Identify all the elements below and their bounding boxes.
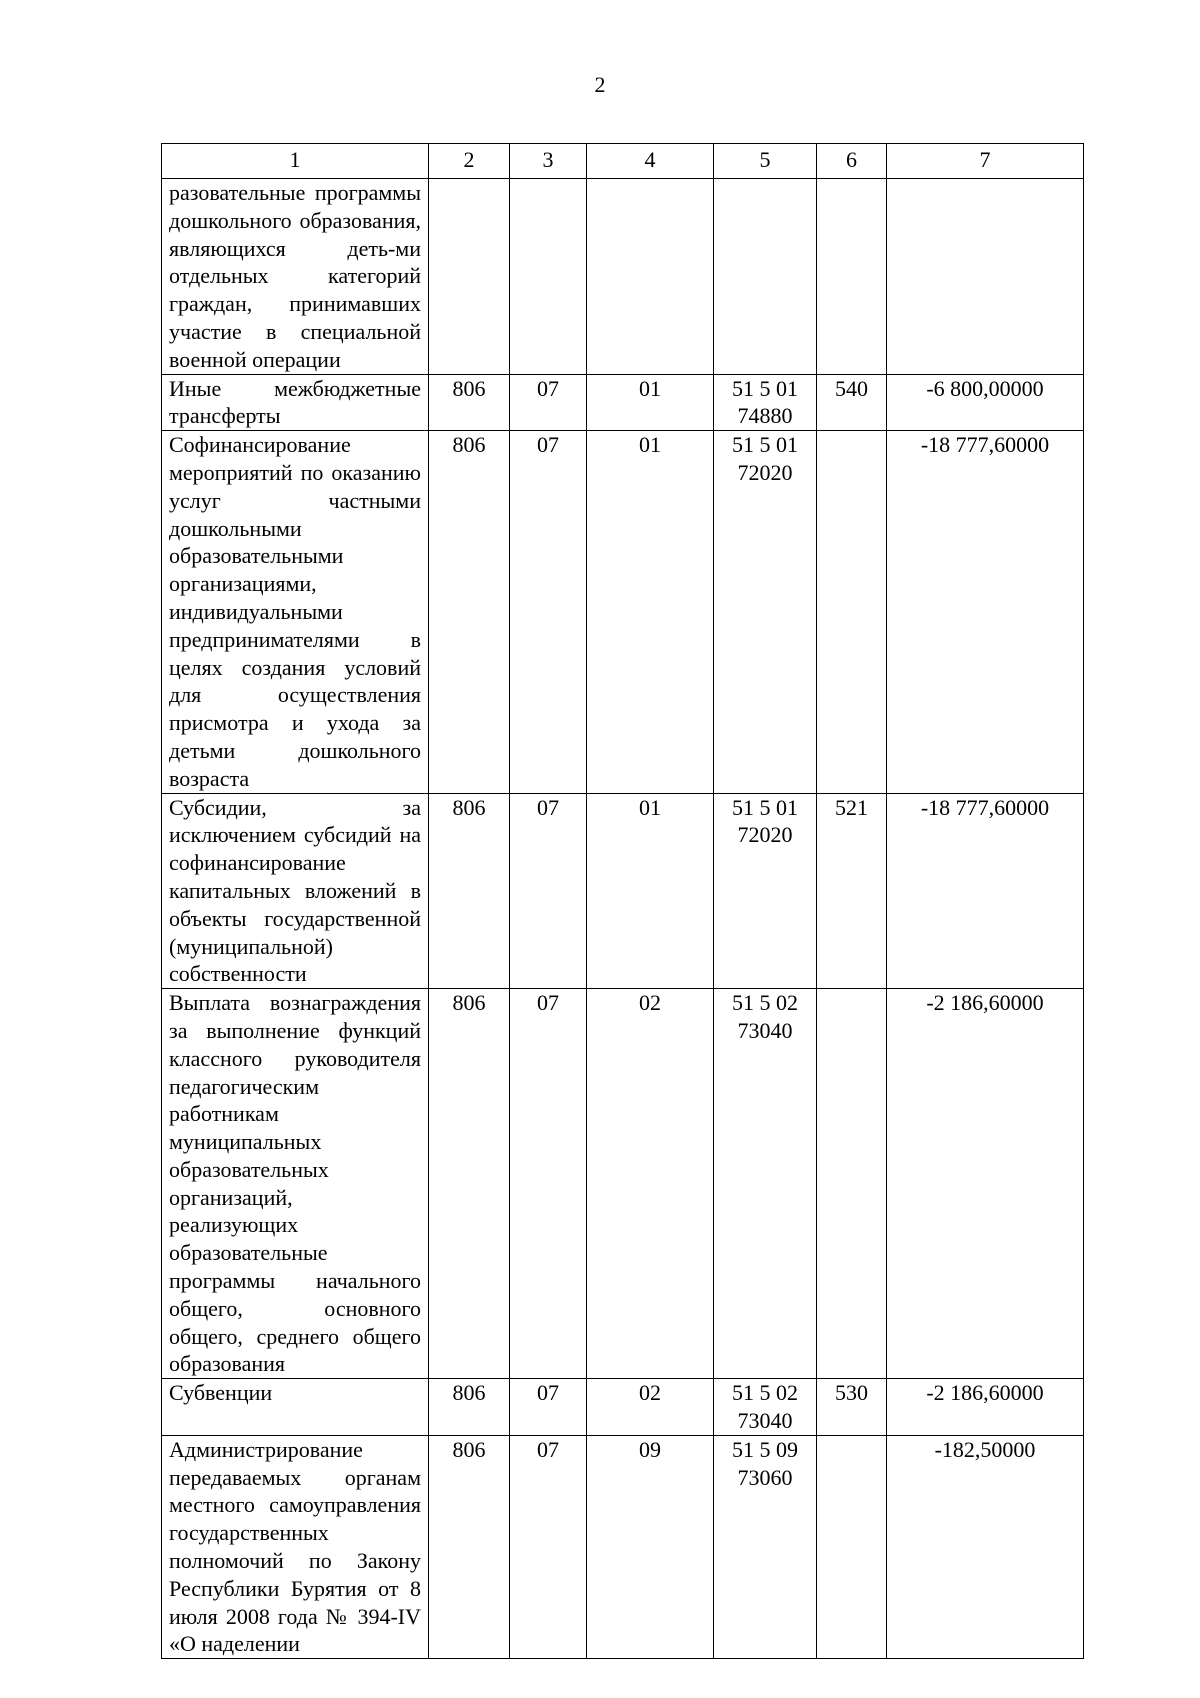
table-row [162,1435,1084,1658]
row-ved [429,179,510,375]
row-vr: 540 [817,374,887,431]
header-col-2: 2 [429,144,510,179]
row-vr: 530 [817,1379,887,1436]
header-col-5: 5 [714,144,817,179]
table-body [162,179,1084,1659]
row-pr: 02 [587,1379,714,1436]
budget-table [161,143,1084,1659]
table-row [162,179,1084,375]
row-csr: 51 5 02 73040 [714,989,817,1379]
header-col-7: 7 [887,144,1084,179]
row-ved: 806 [429,1435,510,1658]
page-number: 2 [594,72,606,97]
header-row [162,144,1084,179]
row-name: Субсидии, за исключением субсидий на софинансирование капитальных вложений в объекты государственной (муниципальной) собственности [162,793,429,989]
row-ved: 806 [429,989,510,1379]
table-row [162,793,1084,989]
row-csr: 51 5 01 72020 [714,793,817,989]
row-pr: 01 [587,431,714,793]
row-ved: 806 [429,793,510,989]
row-sum: -18 777,60000 [887,431,1084,793]
row-name: Субвенции [162,1379,429,1436]
row-name: Иные межбюджетные трансферты [162,374,429,431]
row-rz: 07 [510,1379,587,1436]
row-ved: 806 [429,431,510,793]
row-sum: -182,50000 [887,1435,1084,1658]
header-col-4: 4 [587,144,714,179]
row-csr [714,179,817,375]
row-pr [587,179,714,375]
row-vr [817,431,887,793]
row-sum: -2 186,60000 [887,1379,1084,1436]
row-name: Софинансирование мероприятий по оказанию услуг частными дошкольными образовательными организациями, индивидуальными предпринимателями в целях создания условий для осуществления присмотра и ухода за детьми дошкольного возраста [162,431,429,793]
row-rz: 07 [510,374,587,431]
row-vr [817,989,887,1379]
row-ved: 806 [429,374,510,431]
row-csr: 51 5 01 72020 [714,431,817,793]
header-col-6: 6 [817,144,887,179]
row-name: Администрирование передаваемых органам местного самоуправления государственных полномочий по Закону Республики Бурятия от 8 июля 2008 года № 394-IV «О наделении [162,1435,429,1658]
row-rz [510,179,587,375]
table-row [162,374,1084,431]
row-csr: 51 5 09 73060 [714,1435,817,1658]
row-sum [887,179,1084,375]
header-col-3: 3 [510,144,587,179]
row-sum: -18 777,60000 [887,793,1084,989]
row-rz: 07 [510,431,587,793]
row-rz: 07 [510,1435,587,1658]
table-row [162,431,1084,793]
row-csr: 51 5 01 74880 [714,374,817,431]
row-pr: 09 [587,1435,714,1658]
row-sum: -2 186,60000 [887,989,1084,1379]
row-pr: 01 [587,374,714,431]
row-rz: 07 [510,793,587,989]
row-ved: 806 [429,1379,510,1436]
row-name: разовательные программы дошкольного образования, являющихся деть-ми отдельных категорий граждан, принимавших участие в специальной военной операции [162,179,429,375]
row-pr: 01 [587,793,714,989]
row-rz: 07 [510,989,587,1379]
row-sum: -6 800,00000 [887,374,1084,431]
row-pr: 02 [587,989,714,1379]
header-col-1: 1 [162,144,429,179]
table-row [162,1379,1084,1436]
row-vr [817,1435,887,1658]
table-row [162,989,1084,1379]
row-vr: 521 [817,793,887,989]
row-name: Выплата вознаграждения за выполнение функций классного руководителя педагогическим работникам муниципальных образовательных организаций, реализующих образовательные программы начального общего, основного общего, среднего общего образования [162,989,429,1379]
row-csr: 51 5 02 73040 [714,1379,817,1436]
row-vr [817,179,887,375]
table-header [162,144,1084,179]
